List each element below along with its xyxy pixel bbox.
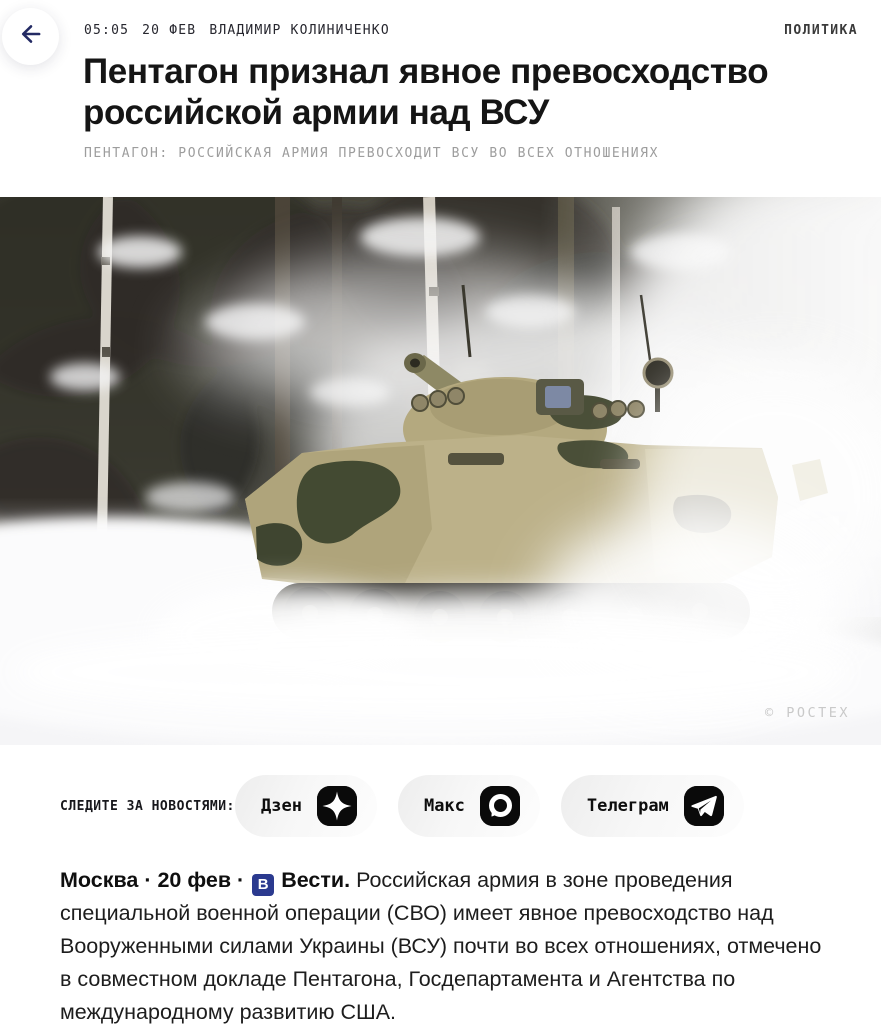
follow-button-max[interactable] <box>398 775 540 837</box>
lead-location-date: Москва · 20 фев · <box>60 868 245 892</box>
category-link[interactable]: ПОЛИТИКА <box>784 23 858 38</box>
page-title: Пентагон признал явное превосходство российской армии над ВСУ <box>83 52 769 132</box>
follow-button-telegram[interactable] <box>561 775 744 837</box>
lead-brand: Вести. <box>281 868 351 892</box>
zen-icon <box>317 786 357 826</box>
publish-time: 05:05 <box>84 23 130 38</box>
article-body-text: Российская армия в зоне проведения специальной военной операции (СВО) имеет явное превосходство над Вооруженными силами Украины (ВСУ) почти во всех отношениях, отмечено в совместном докладе Пентагона, Госдепартамента и Агентства по международному развитию США. <box>60 868 822 1024</box>
telegram-icon <box>684 786 724 826</box>
article-body <box>60 864 828 1029</box>
follow-row <box>60 775 841 837</box>
back-button[interactable] <box>2 8 59 65</box>
photo-credit: © РОСТЕХ <box>764 705 850 721</box>
follow-label: СЛЕДИТЕ ЗА НОВОСТЯМИ: <box>60 798 235 814</box>
article-subtitle: ПЕНТАГОН: РОССИЙСКАЯ АРМИЯ ПРЕВОСХОДИТ ВСУ ВО ВСЕХ ОТНОШЕНИЯХ <box>84 146 660 161</box>
article-meta-row <box>84 23 858 38</box>
vesti-logo-icon: В <box>252 874 274 896</box>
max-icon <box>480 786 520 826</box>
author-name: ВЛАДИМИР КОЛИНИЧЕНКО <box>209 23 390 38</box>
article-meta <box>84 23 403 38</box>
max-button-label: Макс <box>423 796 465 816</box>
follow-button-zen[interactable] <box>235 775 377 837</box>
hero-image <box>0 197 881 745</box>
zen-button-label: Дзен <box>261 796 302 816</box>
publish-date: 20 ФЕВ <box>142 23 197 38</box>
arrow-left-icon <box>18 21 44 52</box>
telegram-button-label: Телеграм <box>586 796 669 816</box>
